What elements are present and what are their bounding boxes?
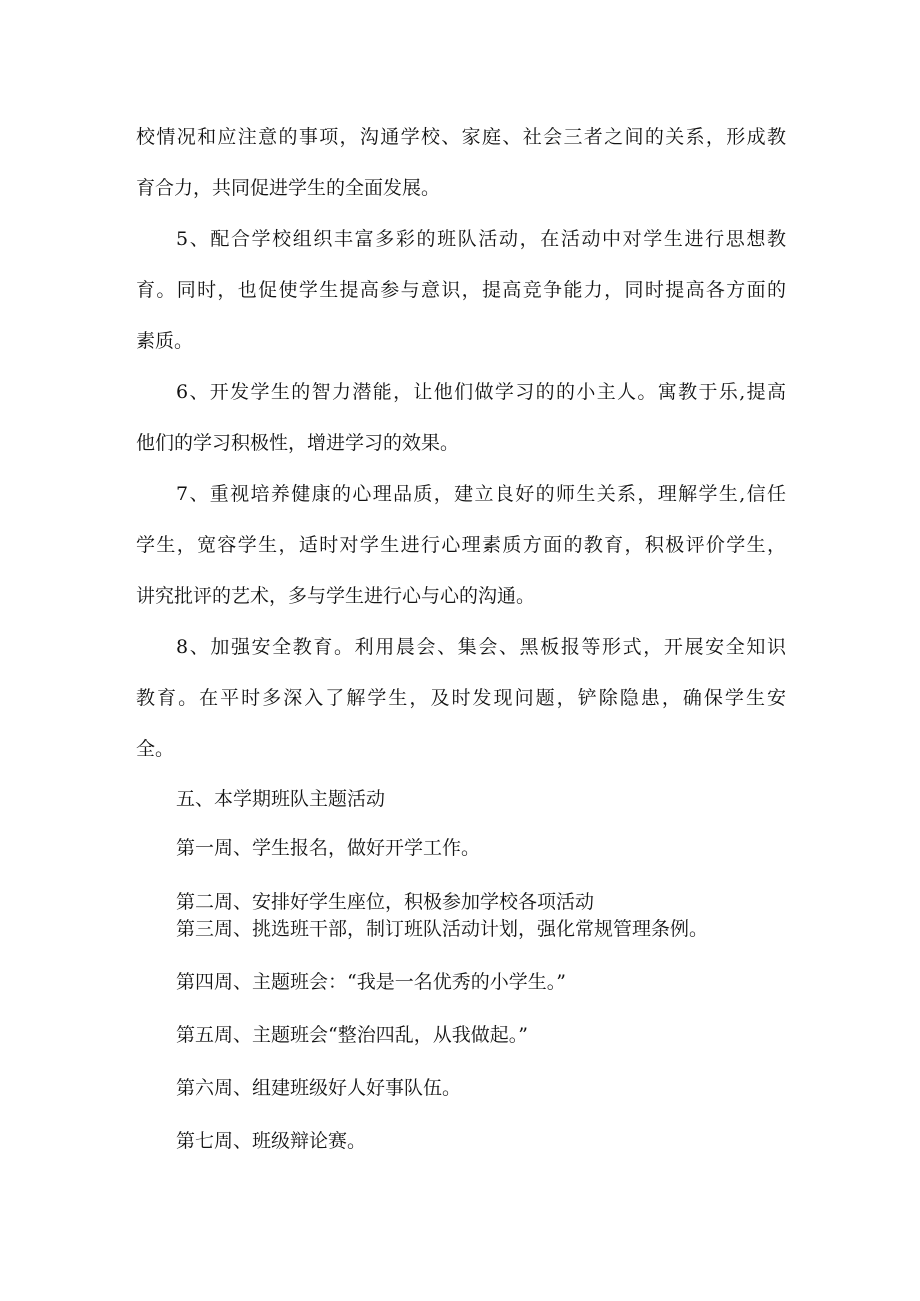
week-item: 第五周、主题班会“整治四乱，从我做起。” — [176, 1024, 528, 1046]
week-item: 第二周、安排好学生座位，积极参加学校各项活动 — [176, 891, 595, 913]
paragraph-line: 他们的学习积极性，增进学习的效果。 — [136, 432, 460, 454]
paragraph-line: 教育。在平时多深入了解学生，及时发现问题，铲除隐患，确保学生安 — [136, 687, 786, 709]
week-item: 第四周、主题班会：“我是一名优秀的小学生。” — [176, 971, 566, 993]
paragraph-line: 育。同时，也促使学生提高参与意识，提高竞争能力，同时提高各方面的 — [136, 279, 786, 301]
paragraph-line: 校情况和应注意的事项，沟通学校、家庭、社会三者之间的关系，形成教 — [136, 126, 786, 148]
paragraph-line: 育合力，共同促进学生的全面发展。 — [136, 177, 441, 199]
paragraph-line: 6、开发学生的智力潜能，让他们做学习的的小主人。寓教于乐,提高 — [176, 381, 786, 403]
paragraph-line: 素质。 — [136, 330, 194, 352]
paragraph-line: 7、重视培养健康的心理品质，建立良好的师生关系，理解学生,信任 — [176, 483, 786, 505]
paragraph-line: 讲究批评的艺术，多与学生进行心与心的沟通。 — [136, 585, 536, 607]
section-heading: 五、本学期班队主题活动 — [176, 788, 386, 810]
paragraph-line: 8、加强安全教育。利用晨会、集会、黑板报等形式，开展安全知识 — [176, 636, 786, 658]
week-item: 第一周、学生报名，做好开学工作。 — [176, 837, 481, 859]
week-item: 第六周、组建班级好人好事队伍。 — [176, 1077, 462, 1099]
week-item: 第七周、班级辩论赛。 — [176, 1130, 367, 1152]
paragraph-line: 学生，宽容学生，适时对学生进行心理素质方面的教育，积极评价学生， — [136, 534, 786, 556]
paragraph-line: 5、配合学校组织丰富多彩的班队活动，在活动中对学生进行思想教 — [176, 228, 786, 250]
week-item: 第三周、挑选班干部，制订班队活动计划，强化常规管理条例。 — [176, 918, 709, 940]
paragraph-line: 全。 — [136, 738, 175, 760]
